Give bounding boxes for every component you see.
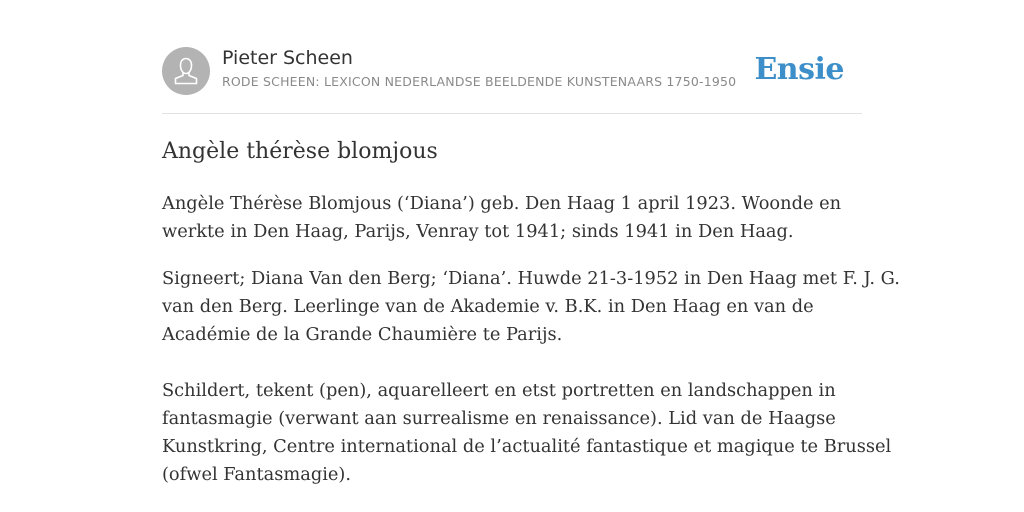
- paragraph-signature-education: [162, 265, 900, 349]
- paragraph-line: Académie de la Grande Chaumière te Parijs.: [162, 324, 563, 345]
- source-title[interactable]: RODE SCHEEN: LEXICON NEDERLANDSE BEELDENDE KUNSTENAARS 1750-1950: [222, 74, 737, 89]
- paragraph-line: Signeert; Diana Van den Berg; ‘Diana’. Huwde 21-3-1952 in Den Haag met F. J. G.: [162, 268, 900, 289]
- paragraph-line: van den Berg. Leerlinge van de Akademie v. B.K. in Den Haag en van de: [162, 296, 814, 317]
- avatar[interactable]: [162, 47, 210, 95]
- author-header: [162, 46, 862, 96]
- paragraph-line: Kunstkring, Centre international de l’actualité fantastique et magique te Brussel: [162, 436, 892, 457]
- brand-logo[interactable]: Ensie: [754, 52, 844, 87]
- paragraph-work: [162, 377, 892, 489]
- paragraph-line: Angèle Thérèse Blomjous (‘Diana’) geb. Den Haag 1 april 1923. Woonde en: [162, 193, 842, 214]
- article-title: Angèle thérèse blomjous: [162, 139, 438, 164]
- user-icon: [162, 47, 210, 95]
- paragraph-line: (ofwel Fantasmagie).: [162, 464, 352, 485]
- paragraph-line: Schildert, tekent (pen), aquarelleert en etst portretten en landschappen in: [162, 380, 836, 401]
- paragraph-line: werkte in Den Haag, Parijs, Venray tot 1941; sinds 1941 in Den Haag.: [162, 221, 794, 242]
- paragraph-biography: [162, 190, 862, 246]
- paragraph-line: fantasmagie (verwant aan surrealisme en renaissance). Lid van de Haagse: [162, 408, 836, 429]
- author-name[interactable]: Pieter Scheen: [222, 47, 353, 69]
- header-divider: [162, 113, 862, 114]
